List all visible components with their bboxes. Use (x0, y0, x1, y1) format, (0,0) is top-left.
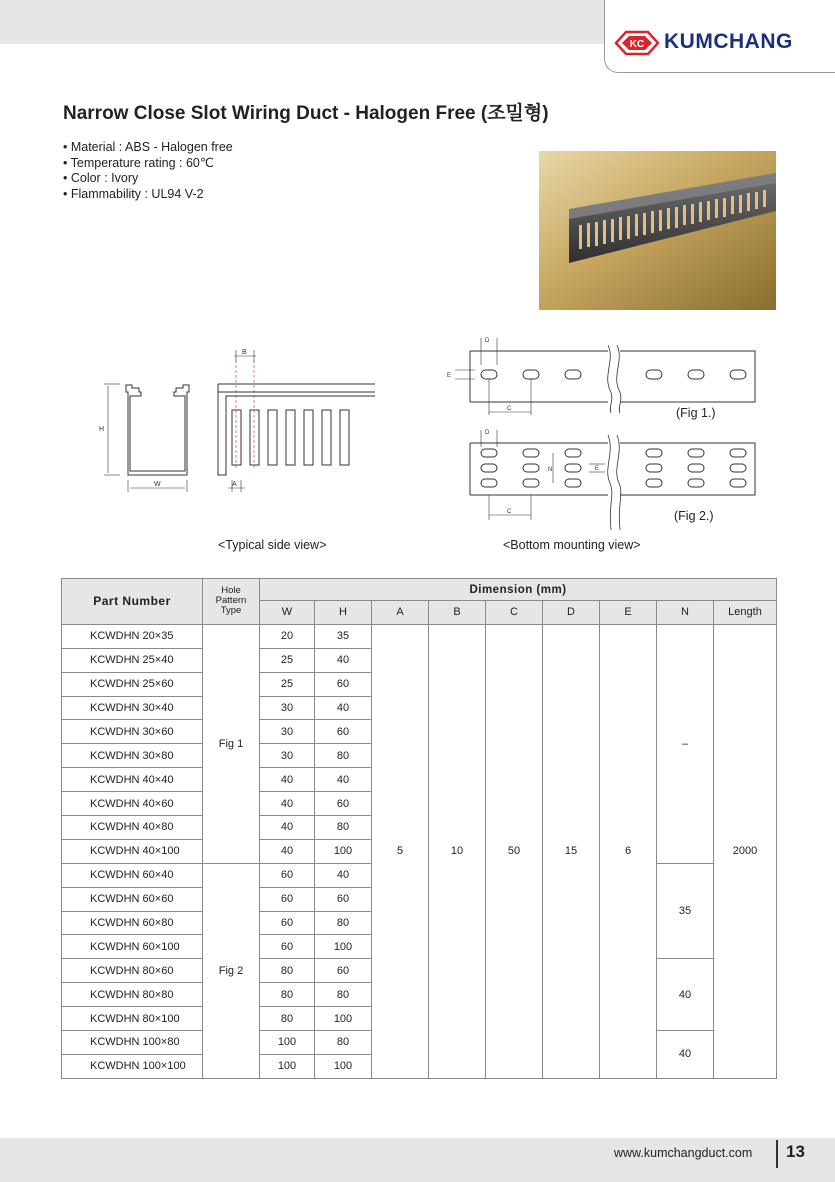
w-cell: 80 (260, 1007, 315, 1031)
w-cell: 25 (260, 672, 315, 696)
footer-bar (0, 1138, 835, 1182)
n-value-40b: 40 (657, 1031, 714, 1079)
bottom-view-diagram (445, 335, 765, 530)
part-number-cell: KCWDHN 80×60 (62, 959, 203, 983)
fig2-dim-n-label: N (548, 467, 553, 473)
dim-w-label: W (154, 481, 161, 488)
hole-header-line2: Pattern (215, 595, 247, 607)
part-number-header: Part Number (62, 579, 203, 625)
h-cell: 60 (315, 792, 372, 816)
part-number-cell: KCWDHN 60×100 (62, 935, 203, 959)
h-cell: 100 (315, 839, 372, 863)
col-a-header: A (372, 601, 429, 625)
h-cell: 100 (315, 1054, 372, 1078)
part-number-cell: KCWDHN 80×80 (62, 983, 203, 1007)
w-cell: 30 (260, 720, 315, 744)
spec-temperature: • Temperature rating : 60℃ (63, 155, 214, 170)
part-number-cell: KCWDHN 40×100 (62, 839, 203, 863)
fig1-dim-e-label: E (447, 373, 452, 379)
part-number-cell: KCWDHN 100×100 (62, 1054, 203, 1078)
table-row (62, 624, 777, 648)
col-h-header: H (315, 601, 372, 625)
w-cell: 30 (260, 696, 315, 720)
hole-header-line1: Hole (221, 585, 241, 597)
d-value: 15 (543, 624, 600, 1078)
h-cell: 80 (315, 911, 372, 935)
dimension-header: Dimension (mm) (260, 579, 777, 601)
w-cell: 30 (260, 744, 315, 768)
fig1-label: (Fig 1.) (676, 406, 716, 420)
part-number-cell: KCWDHN 60×60 (62, 887, 203, 911)
dimension-table (61, 578, 777, 1079)
e-value: 6 (600, 624, 657, 1078)
header-bar (0, 0, 605, 44)
spec-flammability: • Flammability : UL94 V-2 (63, 186, 204, 201)
h-cell: 80 (315, 983, 372, 1007)
a-value: 5 (372, 624, 429, 1078)
part-number-cell: KCWDHN 60×80 (62, 911, 203, 935)
h-cell: 60 (315, 959, 372, 983)
w-cell: 100 (260, 1054, 315, 1078)
fig1-dim-c-label: C (507, 406, 512, 412)
part-number-cell: KCWDHN 60×40 (62, 863, 203, 887)
h-cell: 60 (315, 887, 372, 911)
w-cell: 25 (260, 648, 315, 672)
w-cell: 60 (260, 935, 315, 959)
h-cell: 35 (315, 624, 372, 648)
dim-a-label: A (232, 481, 237, 488)
h-cell: 100 (315, 1007, 372, 1031)
col-b-header: B (429, 601, 486, 625)
h-cell: 60 (315, 672, 372, 696)
b-value: 10 (429, 624, 486, 1078)
part-number-cell: KCWDHN 30×60 (62, 720, 203, 744)
col-e-header: E (600, 601, 657, 625)
product-photo (539, 151, 776, 310)
part-number-cell: KCWDHN 40×40 (62, 768, 203, 792)
hole-type-fig1: Fig 1 (203, 624, 260, 863)
spec-material: • Material : ABS - Halogen free (63, 140, 233, 154)
dim-b-label: B (242, 349, 247, 356)
bottom-view-caption: <Bottom mounting view> (503, 538, 641, 552)
part-number-cell: KCWDHN 100×80 (62, 1031, 203, 1055)
side-view-diagram (90, 340, 390, 500)
h-cell: 80 (315, 816, 372, 840)
w-cell: 60 (260, 863, 315, 887)
w-cell: 40 (260, 792, 315, 816)
w-cell: 80 (260, 959, 315, 983)
w-cell: 60 (260, 911, 315, 935)
w-cell: 60 (260, 887, 315, 911)
n-value-35: 35 (657, 863, 714, 959)
spec-list (63, 140, 233, 202)
part-number-cell: KCWDHN 40×80 (62, 816, 203, 840)
dim-h-label: H (99, 426, 105, 433)
part-number-cell: KCWDHN 40×60 (62, 792, 203, 816)
page-number: 13 (786, 1142, 805, 1161)
side-view-caption: <Typical side view> (218, 538, 327, 552)
page-title: Narrow Close Slot Wiring Duct - Halogen Free (조밀형) (63, 103, 549, 124)
w-cell: 100 (260, 1031, 315, 1055)
h-cell: 80 (315, 1031, 372, 1055)
part-number-cell: KCWDHN 80×100 (62, 1007, 203, 1031)
fig2-dim-e-label: E (595, 466, 600, 472)
fig2-label: (Fig 2.) (674, 509, 714, 523)
footer-divider (776, 1140, 778, 1168)
w-cell: 20 (260, 624, 315, 648)
h-cell: 60 (315, 720, 372, 744)
col-n-header: N (657, 601, 714, 625)
fig2-dim-d-label: D (485, 430, 490, 436)
w-cell: 40 (260, 768, 315, 792)
part-number-cell: KCWDHN 25×40 (62, 648, 203, 672)
h-cell: 80 (315, 744, 372, 768)
hole-header-line3: Type (220, 605, 242, 617)
part-number-cell: KCWDHN 30×40 (62, 696, 203, 720)
col-d-header: D (543, 601, 600, 625)
w-cell: 80 (260, 983, 315, 1007)
w-cell: 40 (260, 839, 315, 863)
kc-diamond-logo-icon (614, 29, 660, 57)
n-value-dash: – (657, 624, 714, 863)
c-value: 50 (486, 624, 543, 1078)
h-cell: 40 (315, 648, 372, 672)
h-cell: 40 (315, 863, 372, 887)
col-length-header: Length (714, 601, 777, 625)
hole-pattern-header (203, 579, 260, 625)
length-value: 2000 (714, 624, 777, 1078)
w-cell: 40 (260, 816, 315, 840)
svg-text:KC: KC (629, 39, 645, 50)
brand-name: KUMCHANG (664, 30, 793, 53)
fig2-dim-c-label: C (507, 509, 512, 515)
col-c-header: C (486, 601, 543, 625)
h-cell: 40 (315, 696, 372, 720)
part-number-cell: KCWDHN 25×60 (62, 672, 203, 696)
col-w-header: W (260, 601, 315, 625)
n-value-40a: 40 (657, 959, 714, 1031)
footer-url: www.kumchangduct.com (614, 1146, 753, 1160)
h-cell: 40 (315, 768, 372, 792)
part-number-cell: KCWDHN 30×80 (62, 744, 203, 768)
fig1-dim-d-label: D (485, 338, 490, 344)
hole-type-fig2: Fig 2 (203, 863, 260, 1078)
part-number-cell: KCWDHN 20×35 (62, 624, 203, 648)
h-cell: 100 (315, 935, 372, 959)
spec-color: • Color : Ivory (63, 171, 139, 185)
